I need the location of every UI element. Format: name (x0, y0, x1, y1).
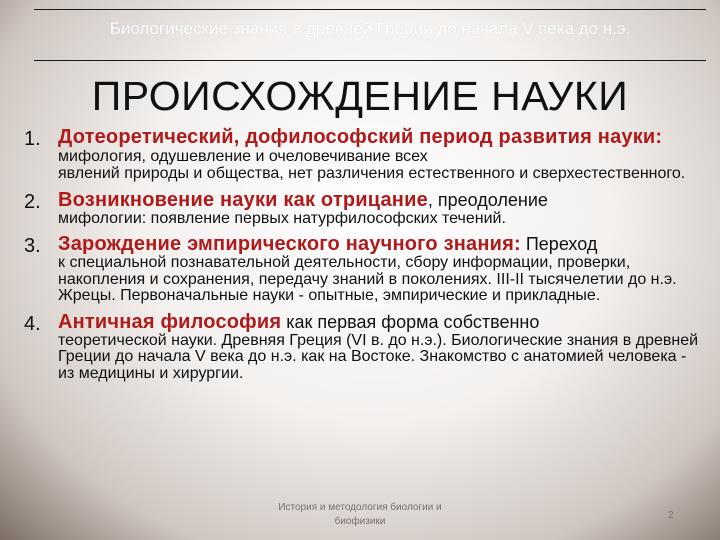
item-number: 3. (24, 235, 41, 257)
slide-subtitle: Биологические знания в древней Греции до начала V века до н.э. (109, 19, 631, 38)
item-body (58, 127, 704, 183)
item-inline-text: как первая форма собственно (281, 311, 540, 332)
list-item-4 (24, 312, 704, 383)
item-inline-text: Переход (520, 234, 598, 254)
page-number: 2 (668, 510, 674, 521)
item-body (58, 312, 704, 383)
item-heading: Дотеоретический, дофилософский период развития науки: (58, 126, 663, 148)
item-continuation: мифологии: появление первых натурфилософских течений. (58, 209, 506, 227)
content-list (24, 127, 704, 389)
item-continuation: к специальной познавательной деятельности, сбору информации, проверки, накопления и сохранения, передачу знаний в поколениях. III-II тысячелетии до н.э. Жрецы. Первоначальные науки - опытные, эмпирические и прикладные. (58, 254, 677, 304)
list-item-1 (24, 127, 704, 183)
item-inline-text: , преодоление (427, 189, 548, 210)
item-inline-text: мифология, одушевление и очеловечивание всех (58, 148, 428, 165)
item-number: 2. (24, 190, 41, 213)
item-continuation: явлений природы и общества, нет различения естественного и сверхестественного. (58, 165, 686, 182)
header-divider-line (34, 60, 706, 61)
list-item-3 (24, 234, 704, 305)
item-number: 4. (24, 312, 41, 335)
slide-title: ПРОИСХОЖДЕНИЕ НАУКИ (91, 73, 629, 119)
item-heading: Возникновение науки как отрицание (58, 188, 428, 211)
item-continuation: теоретической науки. Древняя Греция (VI в. до н.э.). Биологические знания в древней Греции до начала V века до н.э. как на Востоке. Знакомство с анатомией человека - из медицины и хирургии. (58, 331, 699, 382)
item-body (58, 234, 704, 305)
slide-footer: История и методология биологии и биофизики (278, 502, 442, 527)
item-heading: Зарождение эмпирического научного знания: (58, 233, 521, 255)
item-number: 1. (24, 128, 41, 150)
top-divider-line (34, 9, 706, 10)
list-item-2 (24, 190, 704, 228)
item-heading: Античная философия (58, 310, 282, 333)
item-body (58, 190, 704, 228)
